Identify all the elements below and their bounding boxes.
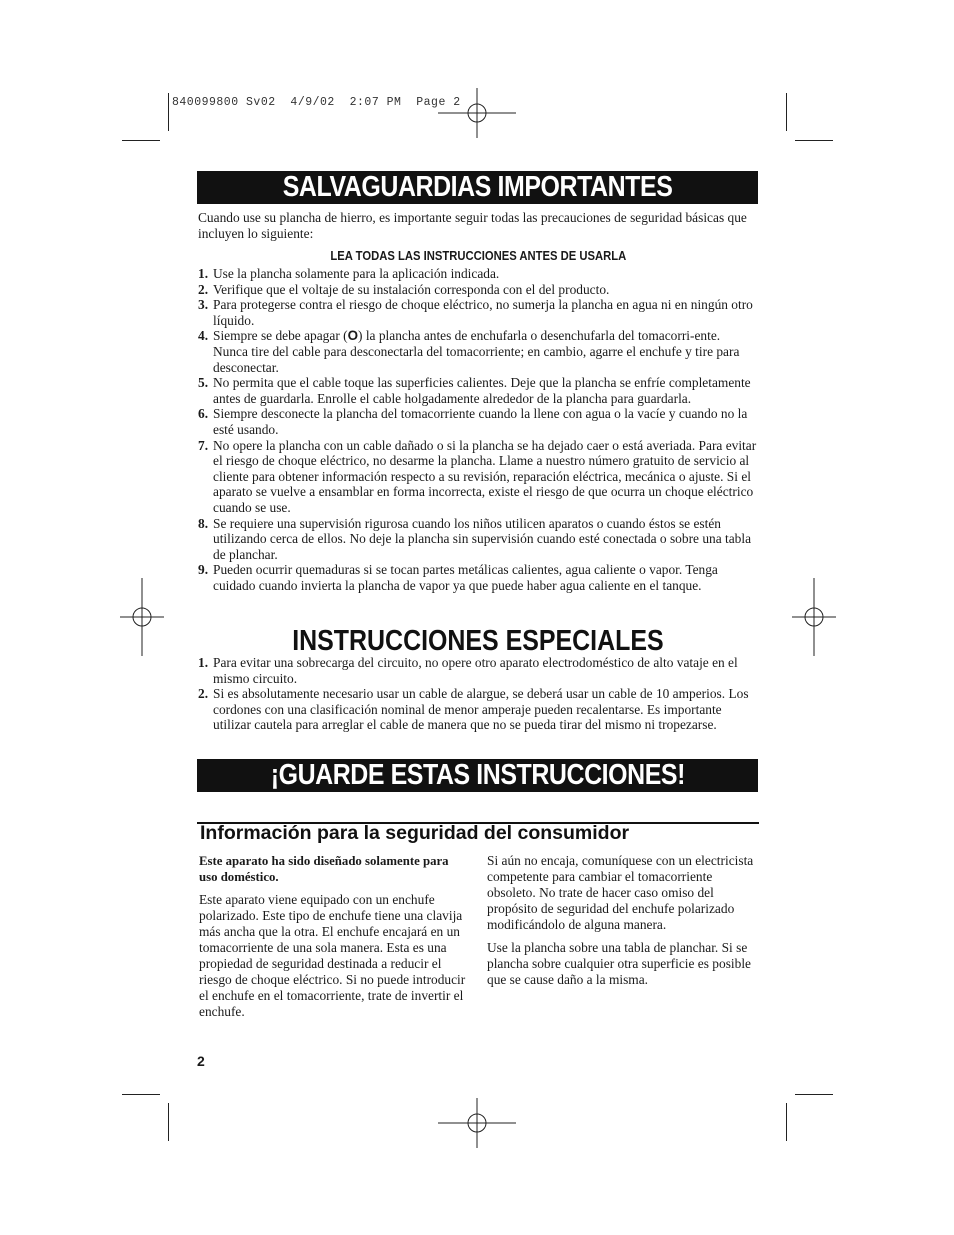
list-item — [198, 282, 758, 298]
item-number: 9. — [198, 562, 209, 578]
item-number: 4. — [198, 328, 209, 344]
item-text: No opere la plancha con un cable dañado o si la plancha se ha dejado caer o está averiada. Para evitar el riesgo de choque eléctrico, no desarme la plancha. Llame a nuestro número gratuito de servicio al cliente para obtener información respecto a su revisión, reparación eléctrica, mecánica o ajuste. Si el aparato se vuelve a ensamblar en forma incorrecta, existe el riesgo de que ocurra un choque eléctrico cuando se use. — [213, 437, 757, 515]
save-instructions-banner — [197, 759, 758, 792]
registration-mark-left — [120, 578, 164, 656]
list-item — [198, 375, 758, 406]
special-instructions-heading — [198, 625, 758, 657]
item-number: 8. — [198, 515, 209, 531]
item-text: Si es absolutamente necesario usar un cable de alargue, se deberá usar un cable de 10 amperios. Los cordones con una clasificación nominal de menor amperaje pueden recalentarse. Es importante utilizar cautela para arreglar el cable de manera que no se pueda tirar del mismo ni tropezarse. — [213, 686, 749, 733]
intro-paragraph: Cuando use su plancha de hierro, es importante seguir todas las precauciones de seguridad básicas que incluyen lo siguiente: — [198, 210, 747, 241]
consumer-safety-title: Información para la seguridad del consumidor — [200, 822, 630, 844]
list-item — [198, 406, 758, 437]
item-number: 2. — [198, 686, 209, 702]
item-number: 3. — [198, 297, 209, 313]
item-text: Siempre se debe apagar ( — [213, 328, 348, 344]
crop-mark — [795, 140, 833, 141]
item-text: No permita que el cable toque las superficies calientes. Deje que la plancha se enfríe completamente antes de guardarla. Enrolle el cable holgadamente alrededor de la plancha para guardarla. — [213, 375, 751, 406]
registration-mark-right — [792, 578, 836, 656]
printer-slug: 840099800 Sv02 4/9/02 2:07 PM Page 2 — [172, 96, 461, 109]
item-text: Verifique que el voltaje de su instalación corresponda con el del producto. — [213, 281, 610, 297]
crop-mark — [795, 1094, 833, 1095]
list-item — [198, 328, 758, 375]
crop-mark — [122, 140, 160, 141]
item-text: Use la plancha solamente para la aplicación indicada. — [213, 266, 500, 281]
item-number: 7. — [198, 437, 209, 453]
list-item — [198, 438, 758, 516]
list-item — [198, 655, 758, 686]
item-text: Para protegerse contra el riesgo de choque eléctrico, no sumerja la plancha en agua ni en ningún otro líquido. — [213, 297, 753, 328]
crop-mark — [168, 1103, 169, 1141]
crop-mark — [786, 1103, 787, 1141]
item-number: 6. — [198, 406, 209, 422]
consumer-info-column-right — [487, 853, 757, 995]
crop-mark — [168, 93, 169, 131]
list-item — [198, 562, 758, 593]
item-text: ) la plancha antes de enchufarla o desenchufarla del tomacorri-ente. Nunca tire del cable para desconectarla del tomacorriente; en cambio, agarre el enchufe y tire para desconectar. — [213, 328, 740, 375]
item-text: Pueden ocurrir quemaduras si se tocan partes metálicas calientes, agua caliente o vapor. Tenga cuidado cuando invierta la plancha de vapor ya que puede haber agua caliente en el tanque. — [213, 562, 718, 593]
item-number: 1. — [198, 266, 209, 281]
read-all-instructions-heading — [198, 249, 758, 263]
household-use-note: Este aparato ha sido diseñado solamente para uso doméstico. — [199, 854, 449, 884]
item-text: Siempre desconecte la plancha del tomacorriente cuando la llene con agua o la vacíe y cuando no la esté usando. — [213, 406, 748, 437]
list-item — [198, 266, 758, 282]
save-instructions-banner-text: ¡GUARDE ESTAS INSTRUCCIONES! — [270, 759, 685, 791]
item-text: Para evitar una sobrecarga del circuito, no opere otro aparato electrodoméstico de alto vataje en el mismo circuito. — [213, 655, 738, 686]
page-number: 2 — [197, 1053, 205, 1069]
list-item — [198, 686, 758, 733]
item-number: 1. — [198, 655, 209, 670]
ironing-board-paragraph: Use la plancha sobre una tabla de planchar. Si se plancha sobre cualquier otra superficie es posible que se cause daño a la misma. — [487, 940, 751, 987]
special-instructions-list — [198, 655, 758, 733]
item-text: Se requiere una supervisión rigurosa cuando los niños utilicen aparatos o cuando éstos se estén utilizando cerca de ellos. No deje la plancha sin supervisión cuando esté conectada o sobre una tabla de planchar. — [213, 515, 752, 562]
crop-mark — [786, 93, 787, 131]
read-all-instructions-text: LEA TODAS LAS INSTRUCCIONES ANTES DE USARLA — [330, 249, 626, 263]
registration-mark-top — [438, 88, 516, 138]
safeguards-banner — [197, 171, 758, 204]
polarized-plug-paragraph: Este aparato viene equipado con un enchufe polarizado. Este tipo de enchufe tiene una clavija más ancha que la otra. El enchufe encajará en un tomacorriente de una sola manera. Esta es una propiedad de seguridad destinada a reducir el riesgo de choque eléctrico. Si no puede introducir el enchufe en el tomacorriente, trate de invertir el enchufe. — [199, 892, 466, 1019]
consumer-info-column-left — [199, 853, 469, 1027]
electrician-paragraph: Si aún no encaja, comuníquese con un electricista competente para cambiar el tomacorriente obsoleto. No trate de hacer caso omiso del propósito de seguridad del enchufe polarizado modificándolo de alguna manera. — [487, 853, 754, 932]
power-off-icon: O — [347, 328, 359, 344]
registration-mark-bottom — [438, 1098, 516, 1148]
special-instructions-text: INSTRUCCIONES ESPECIALES — [292, 625, 664, 657]
item-number: 2. — [198, 281, 209, 297]
crop-mark — [122, 1094, 160, 1095]
item-number: 5. — [198, 375, 209, 391]
list-item — [198, 516, 758, 563]
safeguards-list — [198, 266, 758, 593]
safeguards-banner-text: SALVAGUARDIAS IMPORTANTES — [282, 171, 673, 203]
list-item — [198, 297, 758, 328]
